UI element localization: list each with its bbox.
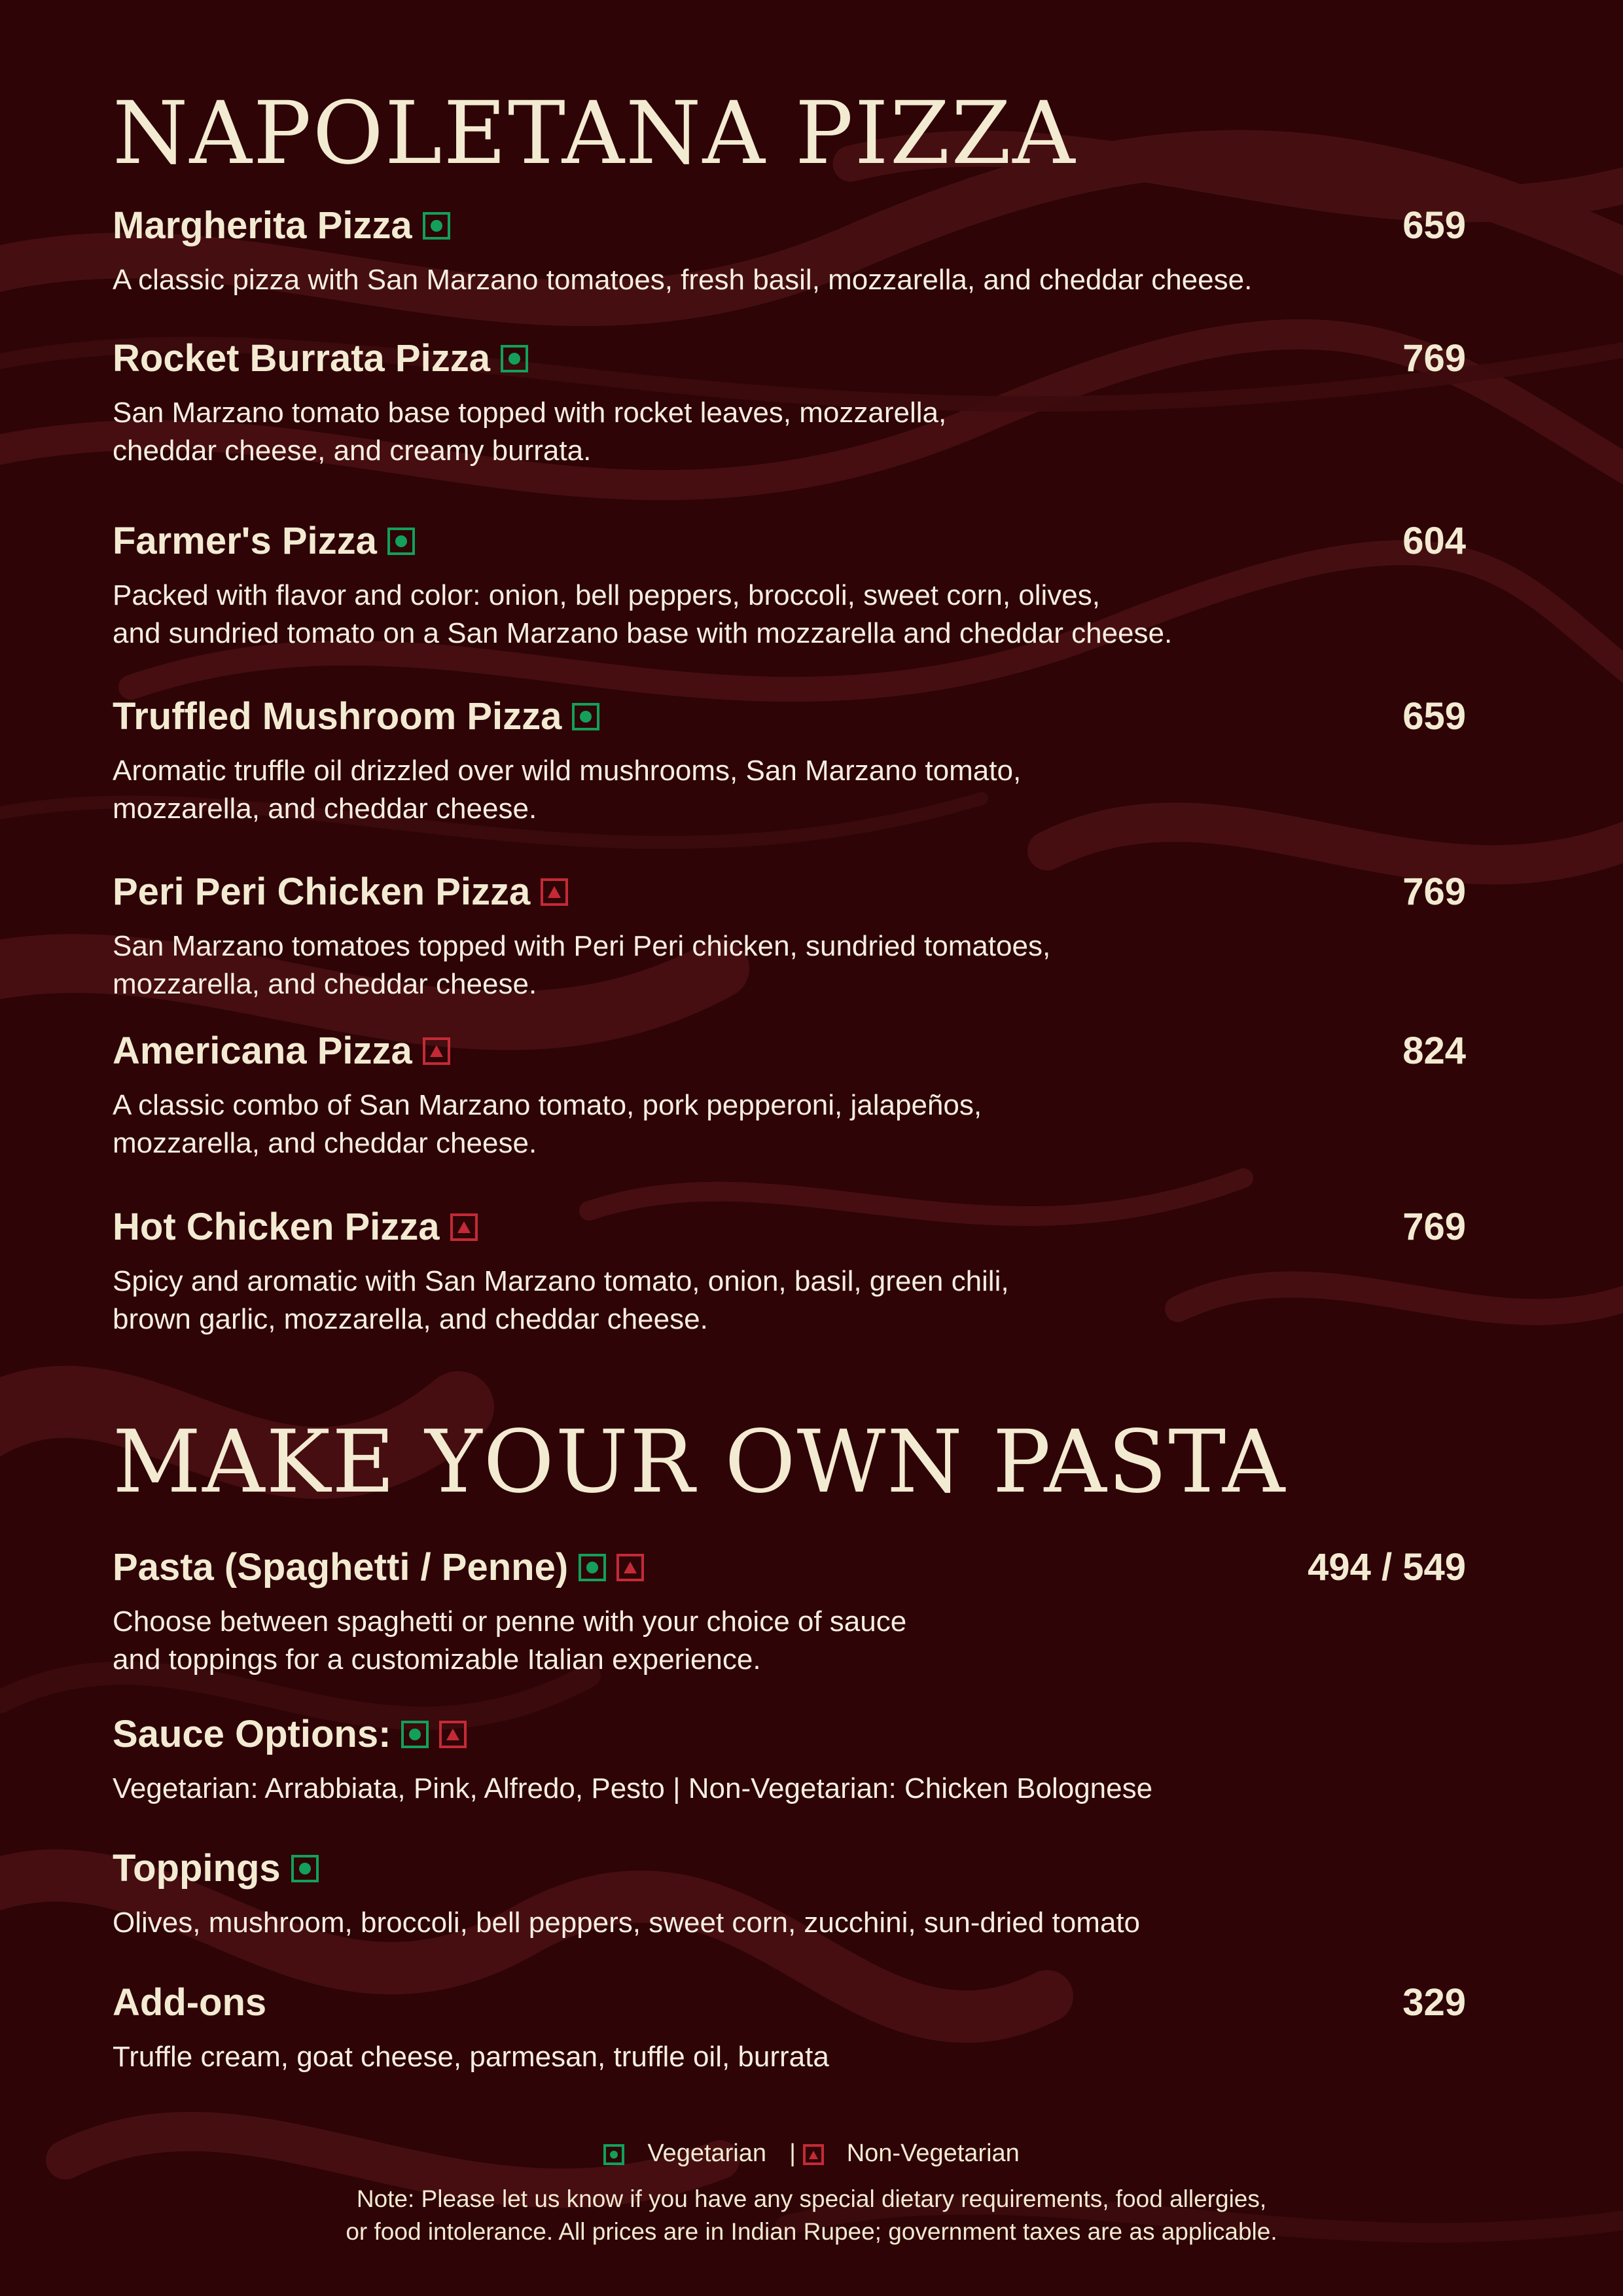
menu-item-header [113,691,1466,743]
description-line: mozzarella, and cheddar cheese. [113,1127,537,1159]
legend-nonveg-label: Non-Vegetarian [846,2140,1020,2167]
menu-item-americana-pizza [113,1025,1466,1162]
item-name: Sauce Options: [113,1713,391,1755]
non-vegetarian-icon [450,1213,478,1241]
vegetarian-icon [387,528,415,555]
item-description [113,1770,1421,1808]
item-name: Americana Pizza [113,1030,412,1072]
menu-item-sauce-options [113,1708,1466,1808]
description-line: and sundried tomato on a San Marzano base with mozzarella and cheddar cheese. [113,617,1173,649]
menu-item-pasta-spaghetti-penne [113,1541,1466,1679]
item-description [113,1904,1421,1942]
item-name: Add-ons [113,1981,267,2024]
item-price: 604 [1402,520,1466,562]
item-name: Farmer's Pizza [113,520,377,562]
item-name: Hot Chicken Pizza [113,1206,440,1248]
description-line: Packed with flavor and color: onion, bell peppers, broccoli, sweet corn, olives, [113,579,1100,611]
item-description [113,1263,1421,1338]
item-name: Rocket Burrata Pizza [113,337,490,380]
note-line: or food intolerance. All prices are in Indian Rupee; government taxes are as applicable. [346,2218,1277,2245]
item-price: 494 / 549 [1308,1546,1466,1588]
menu-item-header [113,1708,1466,1761]
vegetarian-icon [401,1721,429,1748]
menu-item-header [113,1541,1466,1594]
item-name: Margherita Pizza [113,204,412,247]
menu-item-hot-chicken-pizza [113,1201,1466,1338]
description-line: mozzarella, and cheddar cheese. [113,793,537,825]
item-name: Pasta (Spaghetti / Penne) [113,1546,569,1588]
menu-item-toppings [113,1842,1466,1942]
vegetarian-icon [501,345,528,372]
description-line: Aromatic truffle oil drizzled over wild mushrooms, San Marzano tomato, [113,755,1022,787]
description-line: and toppings for a customizable Italian experience. [113,1643,761,1676]
description-line: A classic pizza with San Marzano tomatoes, fresh basil, mozzarella, and cheddar cheese. [113,264,1253,296]
vegetarian-icon [423,212,450,240]
dietary-note [0,2183,1623,2248]
item-price: 769 [1402,337,1466,380]
description-line: A classic combo of San Marzano tomato, pork pepperoni, jalapeños, [113,1089,982,1121]
item-description [113,752,1421,828]
description-line: San Marzano tomato base topped with rocket leaves, mozzarella, [113,397,947,429]
description-line: Spicy and aromatic with San Marzano tomato, onion, basil, green chili, [113,1265,1009,1297]
item-description [113,394,1421,470]
description-line: Choose between spaghetti or penne with your choice of sauce [113,1605,907,1638]
item-price: 659 [1402,695,1466,738]
item-price: 769 [1402,1206,1466,1248]
vegetarian-icon [572,703,599,730]
description-line: Truffle cream, goat cheese, parmesan, truffle oil, burrata [113,2041,829,2073]
item-name: Truffled Mushroom Pizza [113,695,562,738]
non-vegetarian-icon [616,1554,644,1581]
item-description [113,1603,1421,1679]
menu-item-header [113,1025,1466,1077]
description-line: Olives, mushroom, broccoli, bell peppers, sweet corn, zucchini, sun-dried tomato [113,1907,1141,1939]
menu-item-farmer-s-pizza [113,515,1466,653]
item-description [113,927,1421,1003]
pasta-section-title: MAKE YOUR OWN PASTA [113,1412,1287,1513]
non-vegetarian-icon [439,1721,467,1748]
description-line: cheddar cheese, and creamy burrata. [113,435,592,467]
item-price: 329 [1402,1981,1466,2024]
menu-item-truffled-mushroom-pizza [113,691,1466,828]
menu-item-header [113,1201,1466,1253]
menu-item-header [113,1842,1466,1895]
vegetarian-icon [603,2144,624,2165]
item-price: 769 [1402,870,1466,913]
description-line: mozzarella, and cheddar cheese. [113,968,537,1000]
legend-separator: | [789,2140,796,2167]
menu-item-margherita-pizza [113,200,1466,299]
note-line: Note: Please let us know if you have any special dietary requirements, food allergies, [356,2185,1267,2212]
menu-item-header [113,866,1466,918]
vegetarian-icon [579,1554,606,1581]
item-description [113,2038,1421,2076]
item-name: Toppings [113,1847,281,1890]
non-vegetarian-icon [423,1037,450,1065]
menu-item-peri-peri-chicken-pizza [113,866,1466,1003]
description-line: brown garlic, mozzarella, and cheddar cheese. [113,1303,708,1335]
item-description [113,577,1421,653]
pizza-section-title: NAPOLETANA PIZZA [113,83,1077,184]
item-description [113,1086,1421,1162]
dietary-legend [0,2134,1623,2173]
description-line: Vegetarian: Arrabbiata, Pink, Alfredo, Pesto | Non-Vegetarian: Chicken Bolognese [113,1772,1153,1804]
item-description [113,261,1421,299]
menu-item-add-ons [113,1977,1466,2076]
non-vegetarian-icon [541,878,568,906]
menu-item-header [113,1977,1466,2029]
item-price: 659 [1402,204,1466,247]
menu-item-header [113,200,1466,252]
menu-item-header [113,515,1466,567]
description-line: San Marzano tomatoes topped with Peri Peri chicken, sundried tomatoes, [113,930,1051,962]
legend-veg-label: Vegetarian [647,2140,767,2167]
item-name: Peri Peri Chicken Pizza [113,870,531,913]
vegetarian-icon [291,1855,319,1882]
non-vegetarian-icon [803,2144,824,2165]
item-price: 824 [1402,1030,1466,1072]
menu-item-rocket-burrata-pizza [113,332,1466,470]
menu-item-header [113,332,1466,385]
